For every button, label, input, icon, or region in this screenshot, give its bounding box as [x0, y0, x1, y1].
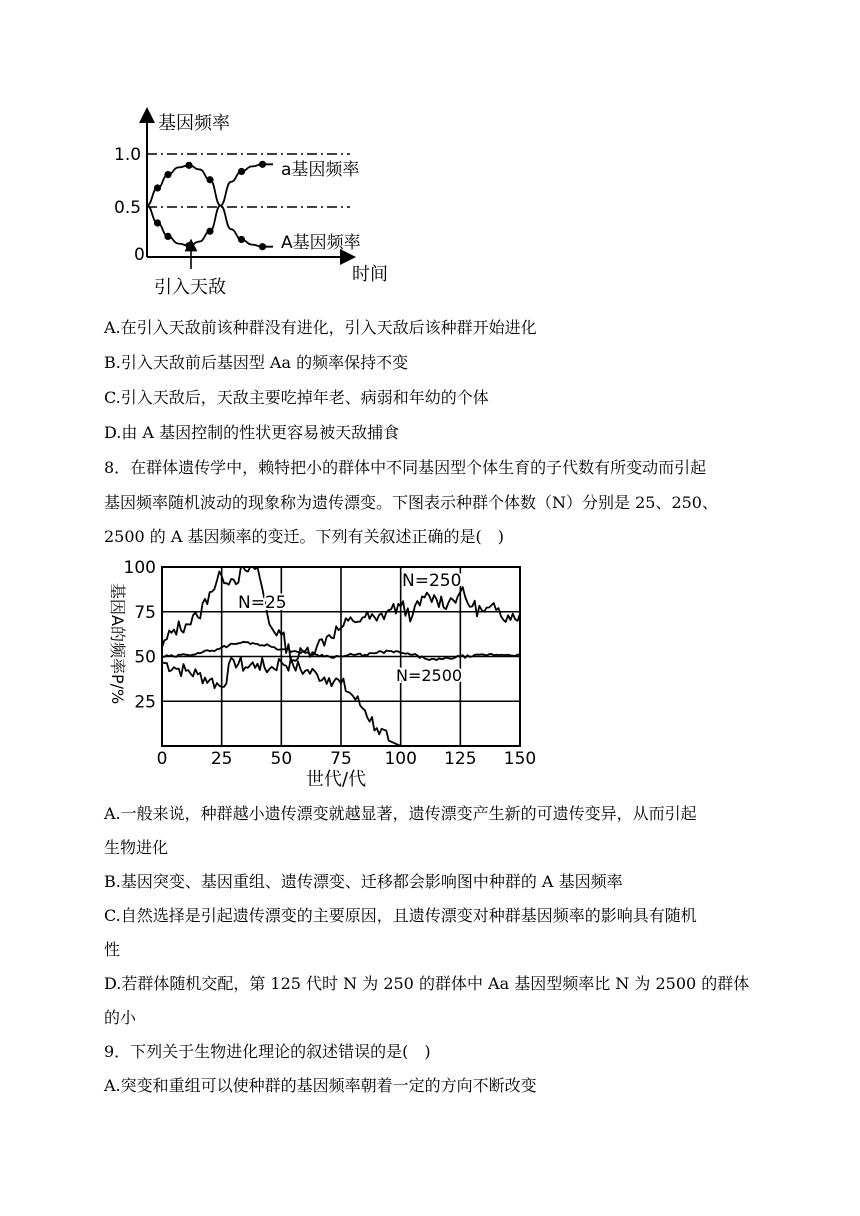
- label-n2500: N=2500: [396, 666, 463, 685]
- y-tick-label: 25: [134, 692, 156, 713]
- A-curve-label: A基因频率: [281, 233, 361, 253]
- series-a-point: [206, 176, 213, 183]
- label-n250: N=250: [402, 571, 462, 591]
- q8-option-a-line1: A.一般来说，种群越小遗传漂变就越显著，遗传漂变产生新的可遗传变异，从而引起: [104, 804, 697, 823]
- fig2-y-axis-label: 基因A的频率P/%: [108, 583, 127, 705]
- y-tick-label: 100: [123, 558, 156, 578]
- genetic-drift-chart: [100, 555, 550, 795]
- x-tick-label: 50: [270, 749, 293, 769]
- gene-frequency-chart: [100, 105, 410, 305]
- series-A-point: [238, 168, 245, 175]
- x-tick-label: 150: [503, 749, 537, 769]
- x-axis-label: 时间: [352, 264, 388, 285]
- q8-option-c-line2: 性: [104, 940, 121, 959]
- introduce-predator-label: 引入天敌: [154, 277, 226, 298]
- x-tick-label: 0: [156, 749, 168, 769]
- q7-option-c: C.引入天敌后，天敌主要吃掉年老、病弱和年幼的个体: [104, 388, 489, 407]
- q8-option-b: B.基因突变、基因重组、遗传漂变、迁移都会影响图中种群的 A 基因频率: [104, 872, 623, 891]
- x-tick-label: 75: [330, 749, 352, 769]
- q8-option-c-line1: C.自然选择是引起遗传漂变的主要原因，且遗传漂变对种群基因频率的影响具有随机: [104, 906, 697, 925]
- y-tick-label: 75: [134, 602, 156, 623]
- q9-option-a: A.突变和重组可以使种群的基因频率朝着一定的方向不断改变: [104, 1076, 537, 1095]
- series-A-point: [259, 161, 266, 168]
- q8-stem-line3: 2500 的 A 基因频率的变迁。下列有关叙述正确的是( ): [104, 527, 505, 546]
- x-tick-label: 25: [210, 749, 233, 769]
- q8-stem-line2: 基因频率随机波动的现象称为遗传漂变。下图表示种群个体数（N）分别是 25、250、: [104, 493, 718, 512]
- series-a-point: [259, 243, 266, 250]
- x-tick-label: 100: [384, 749, 417, 769]
- series-A-point: [206, 228, 213, 235]
- y-axis-label: 基因频率: [158, 113, 230, 134]
- label-n25: N=25: [238, 593, 287, 613]
- y-tick-05: 0.5: [114, 198, 142, 218]
- x-tick-label: 125: [444, 749, 477, 769]
- series-A-point: [164, 233, 171, 240]
- series-a-point: [164, 171, 171, 178]
- y-tick-0: 0: [134, 245, 145, 265]
- series-a-point: [185, 162, 192, 169]
- q7-option-d: D.由 A 基因控制的性状更容易被天敌捕食: [104, 423, 400, 442]
- series-a-point: [238, 236, 245, 243]
- q8-option-d-line1: D.若群体随机交配，第 125 代时 N 为 250 的群体中 Aa 基因型频率比 N 为 2500 的群体: [104, 974, 750, 993]
- a-curve-label: a基因频率: [281, 160, 360, 180]
- q8-stem-line1: 8．在群体遗传学中，赖特把小的群体中不同基因型个体生育的子代数有所变动而引起: [104, 458, 707, 477]
- series-a-point: [154, 184, 161, 191]
- q8-option-a-line2: 生物进化: [104, 838, 169, 857]
- q7-option-a: A.在引入天敌前该种群没有进化，引入天敌后该种群开始进化: [104, 318, 537, 337]
- series-A-point: [154, 219, 161, 226]
- q7-option-b: B.引入天敌前后基因型 Aa 的频率保持不变: [104, 353, 409, 372]
- q9-stem: 9．下列关于生物进化理论的叙述错误的是( ): [104, 1042, 431, 1061]
- y-tick-label: 50: [134, 647, 156, 668]
- q8-option-d-line2: 的小: [104, 1008, 137, 1027]
- y-tick-1: 1.0: [114, 145, 142, 165]
- fig2-x-axis-label: 世代/代: [306, 769, 367, 790]
